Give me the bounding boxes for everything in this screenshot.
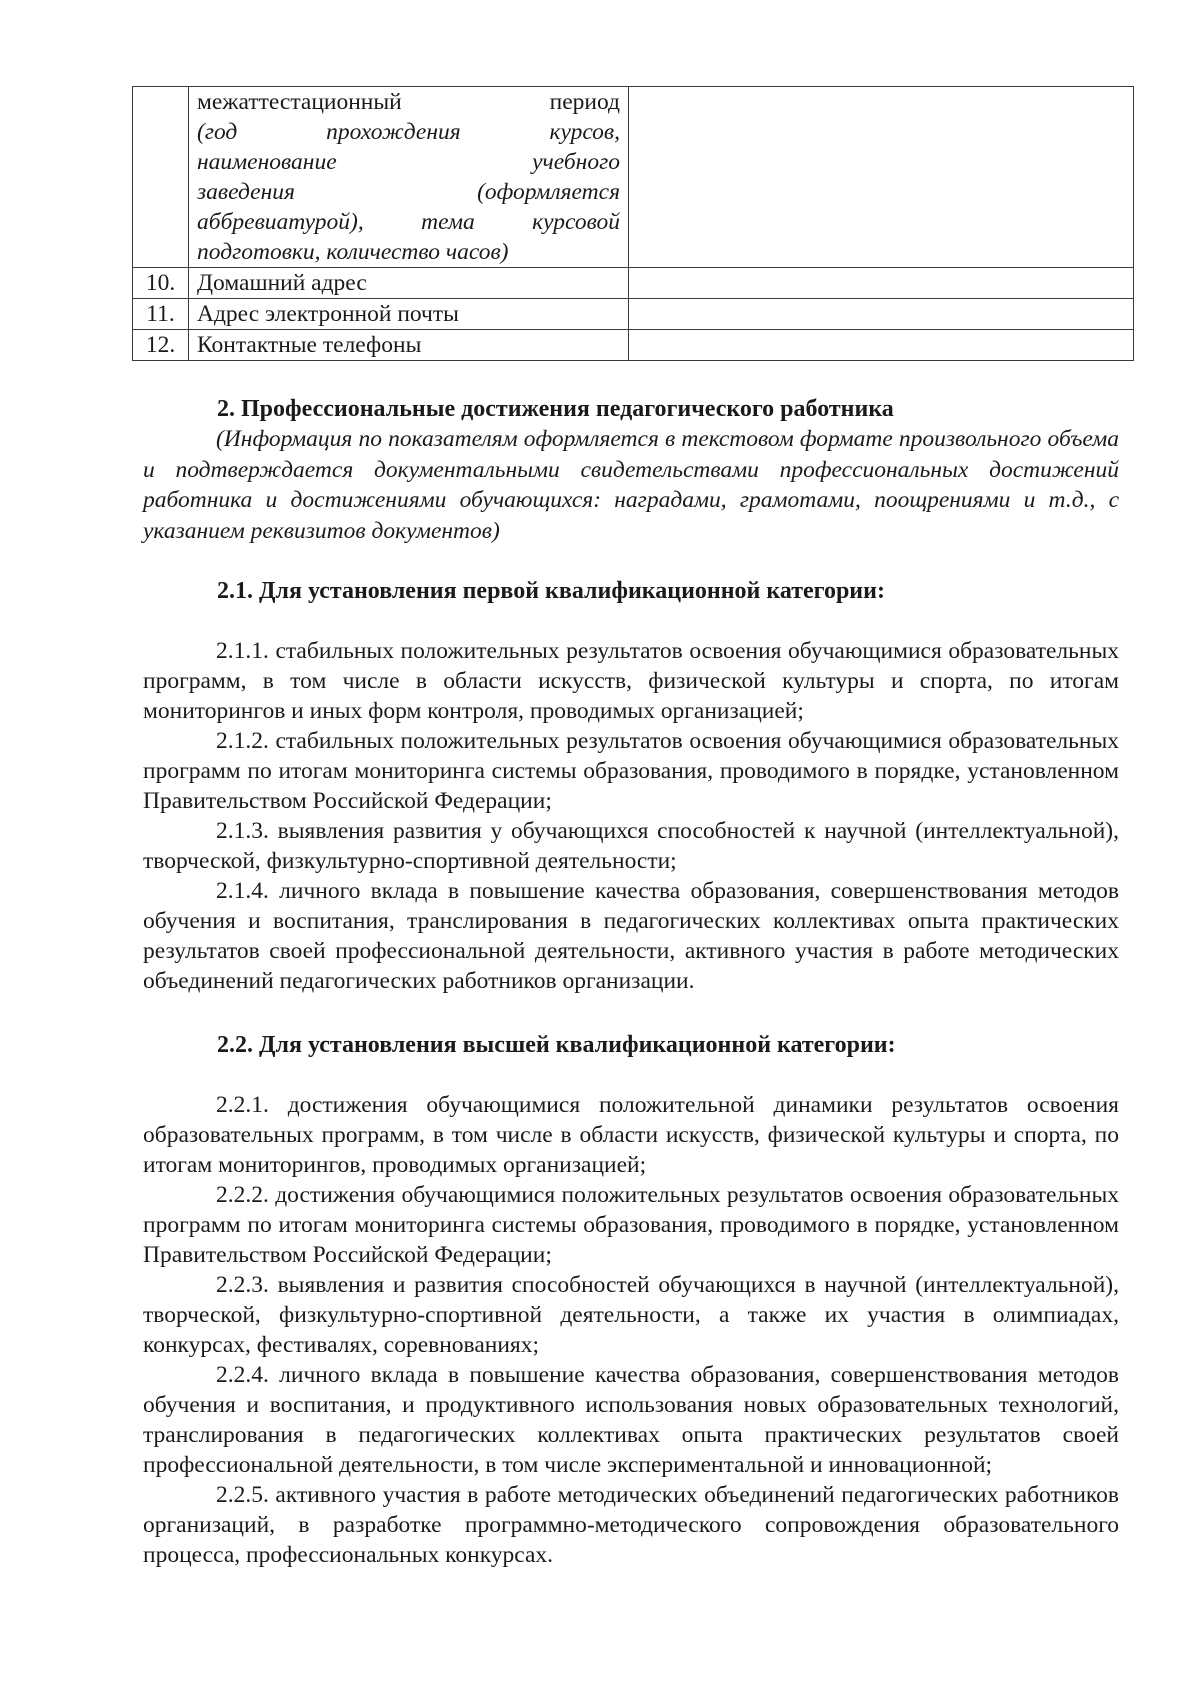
row-value (629, 299, 1134, 330)
label-line: наименование учебного (197, 149, 620, 175)
list-item: 2.1.3. выявления развития у обучающихся способностей к научной (интеллектуальной), творческой, физкультурно-спортивной деятельности; (143, 818, 1119, 874)
row-value (629, 330, 1134, 361)
row-number: 12. (133, 330, 189, 361)
row-number (133, 87, 189, 268)
row-number: 10. (133, 268, 189, 299)
section-2-note-text: (Информация по показателям оформляется в текстовом формате произвольного объема и подтверждается документальными свидетельствами профессиональных достижений работника и достижениями обучающихся: наградами, грамотами, поощрениями и т.д., с указанием реквизитов документов) (143, 426, 1119, 544)
table-row (133, 299, 1134, 330)
section-2-1-heading: 2.1. Для установления первой квалификационной категории: (217, 578, 885, 604)
row-value (629, 87, 1134, 268)
row-label-email: Адрес электронной почты (189, 299, 629, 330)
list-item: 2.2.2. достижения обучающимися положительных результатов освоения образовательных программ по итогам мониторинга системы образования, проводимого в порядке, установленном Правительством Российской Федерации; (143, 1182, 1119, 1268)
row-value (629, 268, 1134, 299)
list-item: 2.2.1. достижения обучающимися положительной динамики результатов освоения образовательных программ, в том числе в области искусств, физической культуры и спорта, по итогам мониторингов, проводимых организацией; (143, 1092, 1119, 1178)
row-number: 11. (133, 299, 189, 330)
list-item: 2.1.4. личного вклада в повышение качества образования, совершенствования методов обучения и воспитания, транслирования в педагогических коллективах опыта практических результатов своей профессиональной деятельности, активного участия в работе методических объединений педагогических работников организации. (143, 878, 1119, 994)
section-2-note (143, 424, 1119, 546)
row-label-phones: Контактные телефоны (189, 330, 629, 361)
table-row (133, 87, 1134, 268)
table-row (133, 330, 1134, 361)
section-2-2-list (143, 1090, 1119, 1570)
table-row (133, 268, 1134, 299)
label-line: аббревиатурой), тема курсовой (197, 209, 620, 235)
label-line: заведения (оформляется (197, 179, 620, 205)
section-2-heading: 2. Профессиональные достижения педагогического работника (217, 396, 894, 422)
label-line: подготовки, количество часов) (197, 239, 509, 265)
section-2-2-heading: 2.2. Для установления высшей квалификационной категории: (217, 1032, 896, 1058)
list-item: 2.1.1. стабильных положительных результатов освоения обучающимися образовательных программ, в том числе в области искусств, физической культуры и спорта, по итогам мониторингов и иных форм контроля, проводимых организацией; (143, 638, 1119, 724)
row-label-home-address: Домашний адрес (189, 268, 629, 299)
label-line: межаттестационный период (197, 89, 620, 115)
attestation-info-table (132, 86, 1134, 361)
section-2-1-list (143, 636, 1119, 996)
list-item: 2.2.4. личного вклада в повышение качества образования, совершенствования методов обучения и воспитания, и продуктивного использования новых образовательных технологий, транслирования в педагогических коллективах опыта практических результатов своей профессиональной деятельности, в том числе экспериментальной и инновационной; (143, 1362, 1119, 1478)
row-label (189, 87, 629, 268)
list-item: 2.1.2. стабильных положительных результатов освоения обучающимися образовательных программ по итогам мониторинга системы образования, проводимого в порядке, установленном Правительством Российской Федерации; (143, 728, 1119, 814)
label-line: (год прохождения курсов, (197, 119, 620, 145)
list-item: 2.2.5. активного участия в работе методических объединений педагогических работников организаций, в разработке программно-методического сопровождения образовательного процесса, профессиональных конкурсах. (143, 1482, 1119, 1568)
list-item: 2.2.3. выявления и развития способностей обучающихся в научной (интеллектуальной), творческой, физкультурно-спортивной деятельности, а также их участия в олимпиадах, конкурсах, фестивалях, соревнованиях; (143, 1272, 1119, 1358)
